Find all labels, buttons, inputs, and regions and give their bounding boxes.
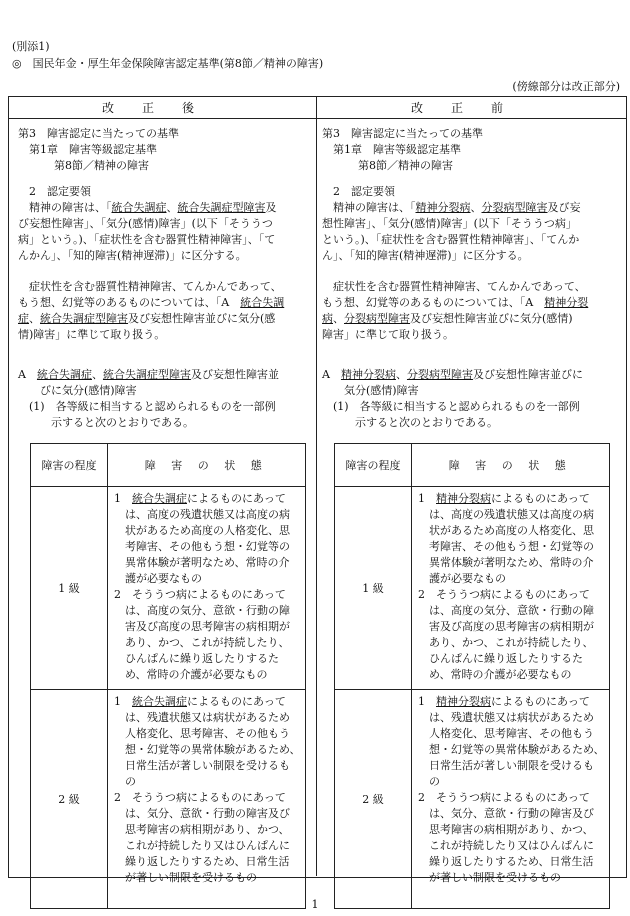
text-line: ひんぱんに繰り返したりするた bbox=[114, 652, 279, 665]
text-line: 状があるため高度の人格変化、思 bbox=[114, 524, 290, 537]
text-line: 示すると次のとおりである。 bbox=[322, 416, 498, 429]
section-a-heading bbox=[322, 367, 622, 399]
table-row bbox=[335, 690, 610, 909]
text-line: が著しい制限を受けるもの bbox=[418, 871, 561, 884]
text-line: 害及び高度の思考障害の病相期が bbox=[114, 620, 290, 633]
text-line: 気分(感情)障害 bbox=[322, 384, 419, 397]
column-before-revision bbox=[322, 126, 622, 909]
chapter-heading: 第1章 障害等級認定基準 bbox=[29, 143, 157, 156]
column-after-revision bbox=[18, 126, 318, 909]
requirements-heading: 2 認定要領 bbox=[29, 185, 91, 198]
text-line: 害及び高度の思考障害の病相期が bbox=[418, 620, 594, 633]
text-line: 状があるため高度の人格変化、思 bbox=[418, 524, 594, 537]
text-line: という。)、「症状性を含む器質性精神障害」、「てんか bbox=[322, 233, 580, 246]
text-line: 繰り返したりするため、日常生活 bbox=[418, 855, 594, 868]
text-line: 症、統合失調症型障害及び妄想性障害並びに気分(感 bbox=[18, 312, 276, 325]
table-row bbox=[31, 690, 306, 909]
revised-text: 精神分裂病 bbox=[436, 492, 491, 505]
text-line: 示すると次のとおりである。 bbox=[18, 416, 194, 429]
text-line: 人格変化、思考障害、その他もう bbox=[418, 727, 594, 740]
revised-text: 分裂病型障害 bbox=[344, 312, 410, 325]
table-row bbox=[335, 487, 610, 690]
text-line: A 精神分裂病、分裂病型障害及び妄想性障害並びに bbox=[322, 368, 583, 381]
text-line: ひんぱんに繰り返したりするた bbox=[418, 652, 583, 665]
appendix-label: (別添1) bbox=[12, 40, 50, 53]
grade-description bbox=[108, 487, 306, 690]
column-header-before: 改正前 bbox=[410, 101, 531, 115]
item-1-text bbox=[18, 399, 318, 431]
text-line: 病、分裂病型障害及び妄想性障害並びに気分(感情) bbox=[322, 312, 573, 325]
text-line: (1) 各等級に相当すると認められるものを一部例 bbox=[18, 400, 276, 413]
revised-text: 統合失調症 bbox=[132, 492, 187, 505]
text-line: 異常体験が著明なため、常時の介 bbox=[418, 556, 594, 569]
text-line: め、常時の介護が必要なもの bbox=[418, 668, 572, 681]
table-header-degree: 障害の程度 bbox=[31, 444, 108, 487]
revised-text: 統合失調症 bbox=[132, 695, 187, 708]
text-line: あり、かつ、これが持続したり、 bbox=[114, 636, 290, 649]
grade-description bbox=[412, 690, 610, 909]
text-line: 護が必要なもの bbox=[114, 572, 202, 585]
grade-label: 2 級 bbox=[31, 690, 108, 909]
text-line: もう想、幻覚等のあるものについては、「A 統合失調 bbox=[18, 296, 285, 309]
node-heading: 第8節／精神の障害 bbox=[358, 159, 453, 172]
text-line: の bbox=[418, 775, 440, 788]
text-line: は、高度の残遺状態又は高度の病 bbox=[418, 508, 594, 521]
text-line: あり、かつ、これが持続したり、 bbox=[418, 636, 594, 649]
revised-text: 精神分裂病 bbox=[340, 368, 396, 381]
text-line: 精神の障害は、「精神分裂病、分裂病型障害及び妄 bbox=[322, 201, 581, 214]
text-line: 病」という。)、「症状性を含む器質性精神障害」、「て bbox=[18, 233, 276, 246]
text-line: 日常生活が著しい制限を受けるも bbox=[418, 759, 594, 772]
text-line: 繰り返したりするため、日常生活 bbox=[114, 855, 290, 868]
text-line: の bbox=[114, 775, 136, 788]
text-line: 2 そううつ病によるものにあって bbox=[418, 791, 590, 804]
text-line: (1) 各等級に相当すると認められるものを一部例 bbox=[322, 400, 580, 413]
revised-text: 精神分裂 bbox=[544, 296, 589, 309]
revised-text: 統合失調症 bbox=[36, 368, 92, 381]
text-line: 2 そううつ病によるものにあって bbox=[114, 588, 286, 601]
revised-text: 精神分裂病 bbox=[436, 695, 491, 708]
table-header-degree: 障害の程度 bbox=[335, 444, 412, 487]
text-line: め、常時の介護が必要なもの bbox=[114, 668, 268, 681]
underline-note: (傍線部分は改正部分) bbox=[512, 80, 620, 93]
text-line: 異常体験が著明なため、常時の介 bbox=[114, 556, 290, 569]
text-line: 1 統合失調症によるものにあって bbox=[114, 695, 286, 708]
text-line: 障害」に準じて取り扱う。 bbox=[322, 328, 454, 341]
text-line: 護が必要なもの bbox=[418, 572, 506, 585]
text-line: A 統合失調症、統合失調症型障害及び妄想性障害並 bbox=[18, 368, 279, 381]
revised-text: 統合失調症型障害 bbox=[102, 368, 191, 381]
text-line: は、高度の気分、意欲・行動の障 bbox=[418, 604, 594, 617]
page-number: 1 bbox=[311, 898, 319, 911]
text-line: 想性障害」、「気分(感情)障害」(以下「そううつ病」 bbox=[322, 217, 577, 230]
header-divider bbox=[8, 118, 626, 119]
text-line: んかん」、「知的障害(精神遅滞)」に区分する。 bbox=[18, 249, 247, 262]
text-line: び妄想性障害」、「気分(感情)障害」(以下「そううつ bbox=[18, 217, 273, 230]
column-header-after: 改正後 bbox=[101, 101, 222, 115]
table-header-state: 障 害 の 状 態 bbox=[108, 444, 306, 487]
table-row bbox=[31, 487, 306, 690]
grade-description bbox=[108, 690, 306, 909]
text-line: 症状性を含む器質性精神障害、てんかんであって、 bbox=[18, 280, 282, 293]
item-1-text bbox=[322, 399, 622, 431]
text-line: 情)障害」に準じて取り扱う。 bbox=[18, 328, 166, 341]
text-line: これが持続したり又はひんぱんに bbox=[418, 839, 594, 852]
grade-table bbox=[30, 443, 306, 909]
text-line: は、高度の気分、意欲・行動の障 bbox=[114, 604, 290, 617]
grade-description bbox=[412, 487, 610, 690]
paragraph-organic bbox=[322, 279, 622, 343]
text-line: 考障害、その他もう想・幻覚等の bbox=[114, 540, 290, 553]
text-line: 考障害、その他もう想・幻覚等の bbox=[418, 540, 594, 553]
text-line: 思考障害の病相期があり、かつ、 bbox=[114, 823, 290, 836]
text-line: 想・幻覚等の異常体験があるため、 bbox=[114, 743, 301, 756]
text-line: 2 そううつ病によるものにあって bbox=[418, 588, 590, 601]
text-line: 想・幻覚等の異常体験があるため、 bbox=[418, 743, 605, 756]
revised-text: 統合失調 bbox=[240, 296, 285, 309]
section-heading: 第3 障害認定に当たっての基準 bbox=[18, 127, 179, 140]
text-line: は、気分、意欲・行動の障害及び bbox=[114, 807, 290, 820]
text-line: 1 精神分裂病によるものにあって bbox=[418, 492, 590, 505]
text-line: もう想、幻覚等のあるものについては、「A 精神分裂 bbox=[322, 296, 589, 309]
paragraph-organic bbox=[18, 279, 318, 343]
text-line: 人格変化、思考障害、その他もう bbox=[114, 727, 290, 740]
section-a-heading bbox=[18, 367, 318, 399]
revised-text: 統合失調症型障害 bbox=[40, 312, 128, 325]
text-line: これが持続したり又はひんぱんに bbox=[114, 839, 290, 852]
section-heading: 第3 障害認定に当たっての基準 bbox=[322, 127, 483, 140]
text-line: 1 統合失調症によるものにあって bbox=[114, 492, 286, 505]
revised-text: 分裂病型障害 bbox=[406, 368, 473, 381]
text-line: 2 そううつ病によるものにあって bbox=[114, 791, 286, 804]
revised-text: 統合失調症 bbox=[111, 201, 167, 214]
document-title: ◎ 国民年金・厚生年金保険障害認定基準(第8節／精神の障害) bbox=[12, 57, 324, 70]
revised-text: 分裂病型障害 bbox=[481, 201, 548, 214]
revised-text: 病 bbox=[322, 312, 333, 325]
text-line: 1 精神分裂病によるものにあって bbox=[418, 695, 590, 708]
text-line: が著しい制限を受けるもの bbox=[114, 871, 257, 884]
revised-text: 統合失調症型障害 bbox=[177, 201, 266, 214]
text-line: 思考障害の病相期があり、かつ、 bbox=[418, 823, 594, 836]
grade-label: 1 級 bbox=[31, 487, 108, 690]
text-line: は、残遺状態又は病状があるため bbox=[114, 711, 290, 724]
requirements-heading: 2 認定要領 bbox=[333, 185, 395, 198]
node-heading: 第8節／精神の障害 bbox=[54, 159, 149, 172]
text-line: は、高度の残遺状態又は高度の病 bbox=[114, 508, 290, 521]
text-line: ん」、「知的障害(精神遅滞)」に区分する。 bbox=[322, 249, 529, 262]
paragraph-classification bbox=[322, 200, 622, 264]
text-line: は、気分、意欲・行動の障害及び bbox=[418, 807, 594, 820]
chapter-heading: 第1章 障害等級認定基準 bbox=[333, 143, 461, 156]
text-line: 日常生活が著しい制限を受けるも bbox=[114, 759, 290, 772]
text-line: 症状性を含む器質性精神障害、てんかんであって、 bbox=[322, 280, 586, 293]
text-line: びに気分(感情)障害 bbox=[18, 384, 137, 397]
grade-table bbox=[334, 443, 610, 909]
table-header-state: 障 害 の 状 態 bbox=[412, 444, 610, 487]
revised-text: 症 bbox=[18, 312, 29, 325]
revised-text: 精神分裂病 bbox=[415, 201, 471, 214]
paragraph-classification bbox=[18, 200, 318, 264]
grade-label: 1 級 bbox=[335, 487, 412, 690]
text-line: 精神の障害は、「統合失調症、統合失調症型障害及 bbox=[18, 201, 277, 214]
grade-label: 2 級 bbox=[335, 690, 412, 909]
text-line: は、残遺状態又は病状があるため bbox=[418, 711, 594, 724]
